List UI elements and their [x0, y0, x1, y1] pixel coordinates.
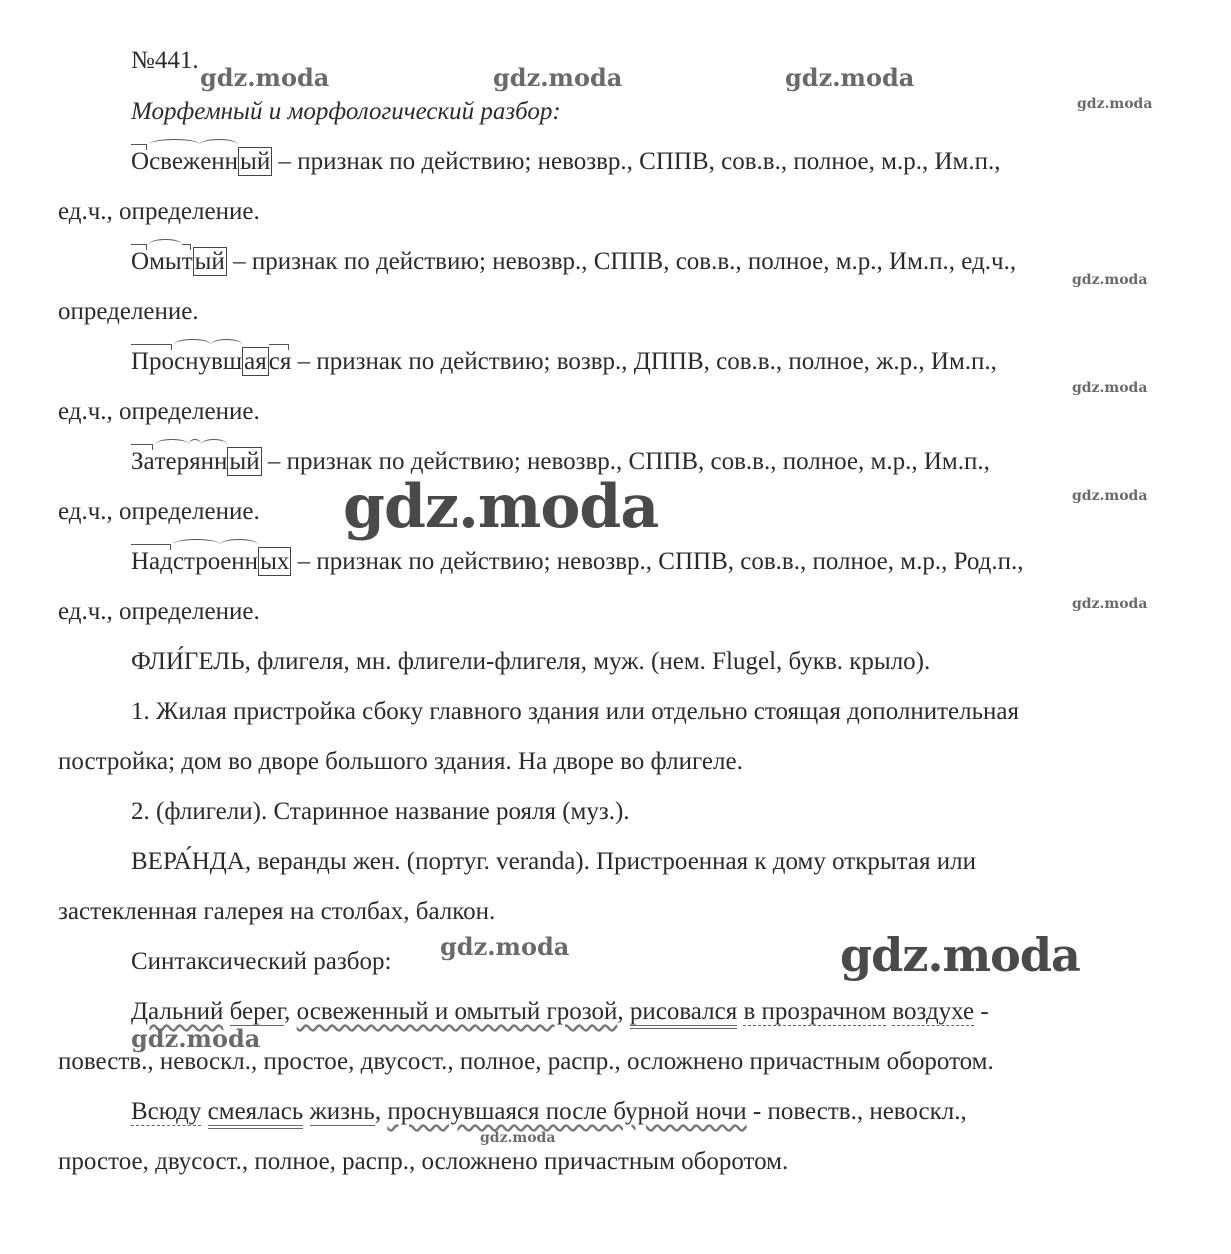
dictionary-veranda: ВЕРА́НДА, веранды жен. (португ. veranda). Пристроенная к дому открытая или [131, 848, 976, 875]
watermark: gdz.moda [200, 63, 330, 92]
entry-1-cont: ед.ч., определение. [58, 198, 260, 225]
prefix: О [131, 148, 150, 175]
watermark: gdz.moda [1077, 96, 1153, 112]
watermark: gdz.moda [480, 1130, 556, 1146]
sentence-tail: - повеств., невоскл., [746, 1098, 967, 1125]
section-subtitle: Морфемный и морфологический разбор: [131, 98, 561, 125]
suffix: вш [211, 348, 243, 375]
sentence-1-desc: повеств., невоскл., простое, двусост., полное, распр., осложнено причастным оборотом. [58, 1048, 994, 1075]
sentence-word: Всюду [131, 1098, 202, 1125]
suffix: я [189, 448, 201, 475]
watermark: gdz.moda [785, 63, 915, 92]
sentence-participial: проснувшаяся после бурной ночи [387, 1098, 747, 1125]
suffix: енн [200, 148, 239, 175]
dictionary-fligel-1: 1. Жилая пристройка сбоку главного здания или отдельно стоящая дополнительная [131, 698, 1019, 725]
sentence-participial: освеженный и омытый грозой [296, 998, 618, 1025]
sentence-predicate: рисовался [630, 998, 737, 1029]
entry-description: – признак по действию; невозвр., СППВ, сов.в., полное, м.р., Им.п., [272, 148, 1001, 175]
sentence-predicate: смеялась [208, 1098, 304, 1129]
watermark: gdz.moda [1072, 380, 1148, 396]
watermark: gdz.moda [131, 1024, 261, 1053]
postfix: ся [268, 348, 292, 375]
root: тер [154, 448, 190, 475]
root: свеж [149, 148, 201, 175]
root: мы [149, 248, 182, 275]
sentence-subject: жизнь [309, 1098, 375, 1125]
dictionary-veranda-cont: застекленная галерея на столбах, балкон. [58, 898, 496, 925]
suffix: т [181, 248, 193, 275]
entry-2 [131, 247, 1016, 277]
syntax-label: Синтаксический разбор: [131, 948, 392, 975]
entry-description: – признак по действию; невозвр., СППВ, сов.в., полное, м.р., Им.п., [261, 448, 990, 475]
watermark: gdz.moda [840, 928, 1080, 982]
entry-3-cont: ед.ч., определение. [58, 398, 260, 425]
entry-description: – признак по действию; возвр., ДППВ, сов.в., полное, ж.р., Им.п., [291, 348, 997, 375]
suffix: нн [200, 448, 228, 475]
suffix: енн [220, 548, 259, 575]
watermark: gdz.moda [1072, 488, 1148, 504]
watermark: gdz.moda [440, 932, 570, 961]
prefix: За [131, 448, 155, 475]
entry-description: – признак по действию; невозвр., СППВ, сов.в., полное, м.р., Род.п., [291, 548, 1024, 575]
ending: ый [194, 248, 225, 275]
sentence-word: в прозрачном [743, 998, 887, 1025]
ending: ая [244, 348, 267, 375]
entry-5-cont: ед.ч., определение. [58, 598, 260, 625]
root: сну [174, 348, 212, 375]
entry-1 [131, 147, 1000, 177]
entry-2-cont: определение. [58, 298, 199, 325]
dictionary-fligel-2: 2. (флигели). Старинное название рояля (муз.). [131, 798, 630, 825]
sentence-1: Дальний берег, освеженный и омытый грозой, рисовался в прозрачном воздухе - [131, 997, 989, 1027]
entry-3 [131, 347, 997, 377]
sentence-word: воздухе [892, 998, 975, 1025]
prefix: Над [131, 548, 173, 575]
sentence-2-desc: простое, двусост., полное, распр., осложнено причастным оборотом. [58, 1148, 789, 1175]
watermark: gdz.moda [493, 63, 623, 92]
entry-5 [131, 547, 1024, 577]
entry-description: – признак по действию; невозвр., СППВ, сов.в., полное, м.р., Им.п., ед.ч., [226, 248, 1017, 275]
dictionary-fligel-head: ФЛИ́ГЕЛЬ, флигеля, мн. флигели-флигеля, муж. (нем. Flugel, букв. крыло). [131, 648, 931, 675]
sentence-tail: - [974, 998, 989, 1025]
ending: ый [240, 148, 271, 175]
ending: ых [260, 548, 290, 575]
watermark: gdz.moda [1072, 272, 1148, 288]
ending: ый [229, 448, 260, 475]
sentence-word: Дальний [131, 998, 224, 1025]
root: стро [172, 548, 221, 575]
prefix: О [131, 248, 150, 275]
sentence-subject: берег [229, 998, 285, 1025]
watermark: gdz.moda [343, 472, 659, 542]
dictionary-fligel-1-cont: постройка; дом во дворе большого здания. На дворе во флигеле. [58, 748, 743, 775]
entry-4-cont: ед.ч., определение. [58, 498, 260, 525]
prefix: Про [131, 348, 175, 375]
watermark: gdz.moda [1072, 596, 1148, 612]
sentence-2: Всюду смеялась жизнь, проснувшаяся после бурной ночи - повеств., невоскл., [131, 1097, 967, 1127]
task-number: №441. [131, 47, 199, 74]
